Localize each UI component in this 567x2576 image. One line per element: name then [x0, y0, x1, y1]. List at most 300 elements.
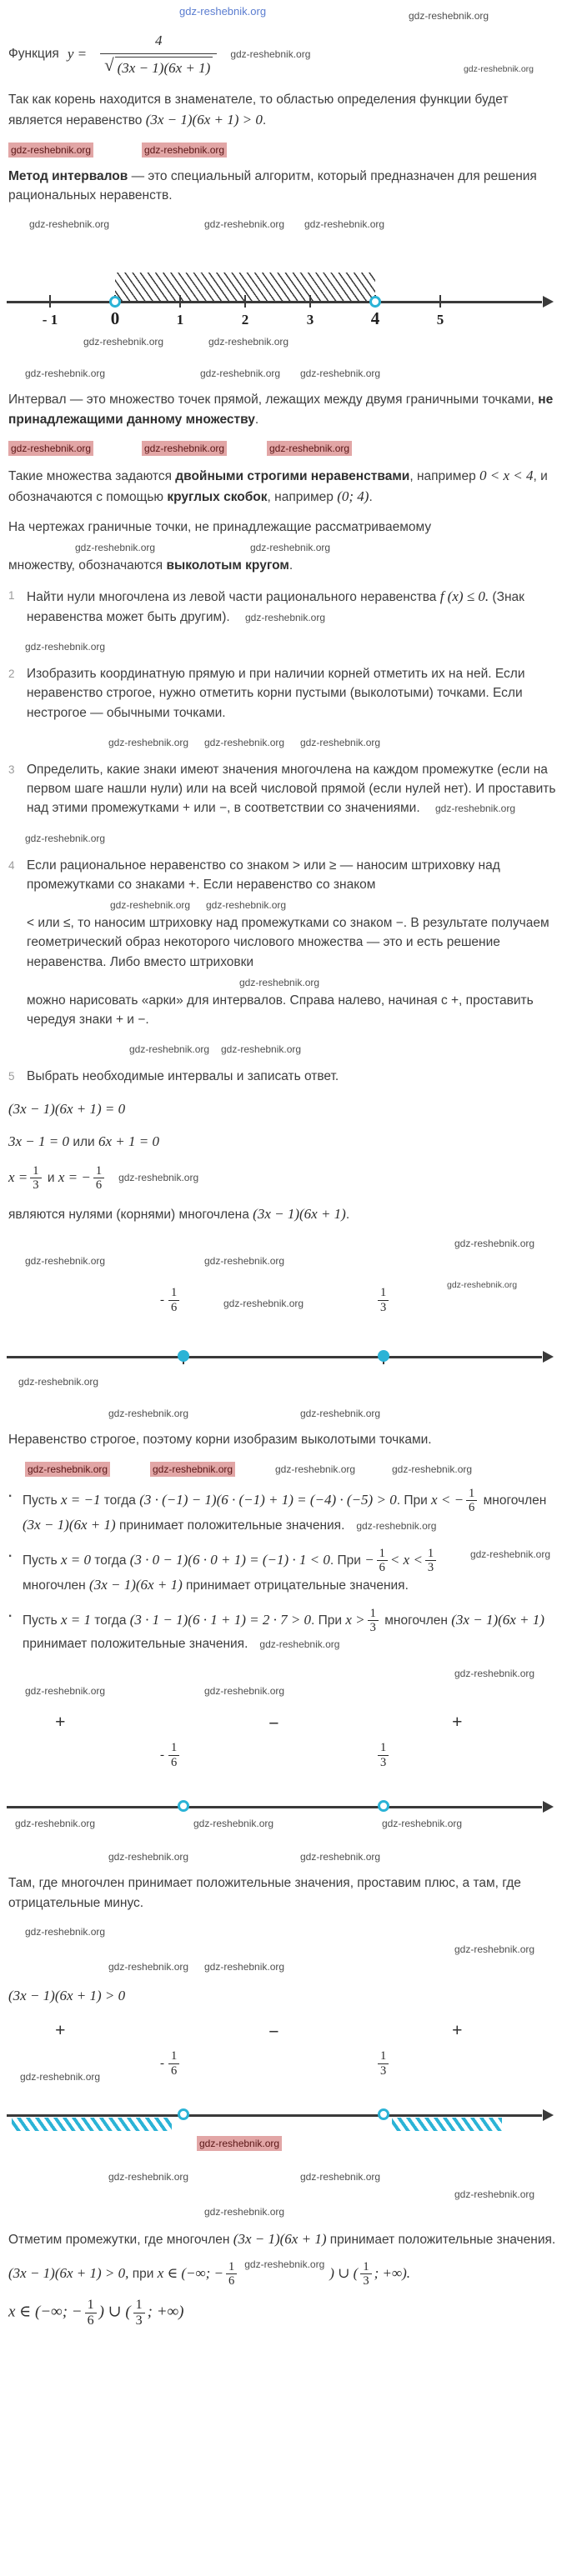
- tick-label: 0: [110, 308, 120, 329]
- step-text: [27, 1067, 559, 1086]
- tick: [309, 295, 311, 308]
- text-run: принимает положительные значения.: [23, 1637, 248, 1652]
- open-point-one-third: [378, 1800, 389, 1812]
- watermark-row: [0, 2, 567, 23]
- watermark: gdz-reshebnik.org: [447, 1280, 518, 1291]
- watermark: gdz-reshebnik.org: [244, 611, 326, 623]
- tick: [49, 295, 51, 308]
- watermark: gdz-reshebnik.org: [25, 1925, 106, 1938]
- text-run: — это специальный алгоритм, который предназначен для решения рациональных неравенств.: [8, 168, 537, 203]
- inequality-line: [8, 1985, 559, 2007]
- site-watermark-link[interactable]: gdz-reshebnik.org: [179, 5, 267, 18]
- watermark: gdz-reshebnik.org: [392, 1463, 473, 1475]
- watermark: gdz-reshebnik.org: [208, 336, 289, 348]
- watermark: gdz-reshebnik.org: [275, 1463, 356, 1475]
- bullet-text: [23, 1547, 559, 1596]
- text-run: при: [128, 2266, 158, 2281]
- open-point-neg-one-sixth: [178, 1800, 189, 1812]
- watermark: gdz-reshebnik.org: [75, 542, 156, 553]
- fraction-denominator: 3: [135, 2313, 143, 2328]
- tick: [244, 295, 246, 308]
- point-label-neg-one-sixth: [160, 1286, 182, 1313]
- watermark: gdz-reshebnik.org: [25, 832, 106, 844]
- step-2: [8, 664, 559, 723]
- number-line-2: [0, 1279, 567, 1393]
- watermark: gdz-reshebnik.org: [454, 1943, 535, 1955]
- watermark-row: [27, 896, 559, 912]
- math-run: ) ∪ (: [329, 2264, 359, 2281]
- math-run: x ∈ (−∞; −: [157, 2264, 223, 2281]
- text-run: .: [254, 412, 259, 427]
- watermark-row: [0, 1404, 567, 1420]
- number-line-1: [0, 243, 567, 353]
- fraction-denominator: 6: [469, 1500, 475, 1514]
- interval-sign-plus: +: [55, 2019, 66, 2041]
- axis-arrow-icon: [543, 296, 554, 308]
- axis-arrow-icon: [543, 1801, 554, 1813]
- text-run: тогда: [100, 1493, 140, 1508]
- paragraph-final-note: [8, 2228, 559, 2250]
- watermark: gdz-reshebnik.org: [25, 1255, 106, 1268]
- answer-line: [8, 2260, 559, 2288]
- paragraph-punctured-line2: [8, 556, 559, 575]
- fraction-one-third: [30, 1164, 41, 1192]
- watermark: gdz-reshebnik.org: [409, 10, 489, 22]
- watermark: gdz-reshebnik.org: [118, 1172, 199, 1184]
- point-label-neg-one-sixth: [160, 2049, 182, 2077]
- interval-sign-minus: −: [268, 1713, 279, 1734]
- fraction-denominator: 6: [95, 1178, 103, 1192]
- paragraph-method: [8, 167, 559, 206]
- watermark: gdz-reshebnik.org: [15, 1818, 96, 1830]
- text-run: многочлен: [380, 1613, 452, 1628]
- function-fraction: [100, 30, 217, 78]
- watermark-row: [0, 439, 567, 455]
- fraction-one-sixth: [168, 2049, 179, 2077]
- watermark-row: [0, 1234, 567, 1250]
- fraction-one-third: [360, 2260, 371, 2288]
- math-run: ; +∞): [147, 2303, 184, 2321]
- open-point-4: [369, 296, 381, 308]
- text-run: На чертежах граничные точки, не принадлежащие рассматриваемому: [8, 519, 432, 534]
- step-number: 1: [8, 589, 15, 603]
- watermark: gdz-reshebnik.org: [244, 2258, 325, 2270]
- math-run: x =: [8, 1168, 28, 1185]
- paragraph-plus-minus: [8, 1873, 559, 1913]
- watermark-row: [0, 1923, 567, 1938]
- watermark-row: [0, 1252, 567, 1268]
- axis: [7, 1806, 542, 1808]
- test-point-1: [8, 1487, 559, 1536]
- solution-hatch-left: [12, 2118, 172, 2131]
- bold-run: круглых скобок: [167, 490, 268, 505]
- step-number: 4: [8, 858, 15, 872]
- math-run: (3x − 1)(6x + 1): [253, 1205, 346, 1222]
- math-run: (3x − 1)(6x + 1) = 0: [8, 1100, 126, 1117]
- watermark-row: [0, 1958, 567, 1973]
- text-run: Такие множества задаются: [8, 468, 176, 483]
- bold-run: выколотым кругом: [166, 558, 289, 573]
- step-text: [27, 664, 559, 723]
- text-run: Изобразить координатную прямую и при наличии корней отметить их на ней. Если неравенство строгое, нужно отметить корни пустыми (выколотыми) точками. Если нестрогое — обычными точками.: [27, 667, 525, 720]
- text-run: Если рациональное неравенство со знаком > или ≥ — наносим штриховку над промежутками со знаками +. Если неравенство со знаком: [27, 858, 500, 892]
- watermark: gdz-reshebnik.org: [29, 218, 110, 231]
- text-run: . При: [329, 1553, 365, 1568]
- function-definition: [8, 30, 559, 78]
- watermark: gdz-reshebnik.org: [108, 1408, 189, 1420]
- fraction-denominator: 3: [380, 2063, 387, 2078]
- fraction-numerator: 1: [133, 2298, 145, 2313]
- text-run: . При: [396, 1493, 432, 1508]
- math-run: f (x) ≤ 0.: [439, 588, 489, 605]
- watermark-row: [0, 638, 567, 653]
- watermark-row: [27, 973, 559, 989]
- point-label-one-third: [375, 1741, 391, 1768]
- watermark-row: [0, 1940, 567, 1956]
- watermark: gdz-reshebnik.org: [454, 2188, 535, 2201]
- text-run: или: [73, 1135, 95, 1149]
- math-run: (3x − 1)(6x + 1): [233, 2231, 327, 2248]
- interval-sign-plus: +: [55, 1711, 66, 1733]
- text-run: Так как корень находится в знаменателе, то областью определения функции будет является неравенство: [8, 93, 509, 128]
- text-run: Определить, какие знаки имеют значения многочлена на каждом промежутке (если на первом шаге нашли нули) или на всей числовой прямой (если нулей нет). И проставить над этими промежутками + или −, в соответствии со значениями.: [27, 762, 556, 816]
- watermark-row: [0, 538, 567, 554]
- watermark: gdz-reshebnik.org: [304, 218, 385, 231]
- watermark: gdz-reshebnik.org: [300, 1851, 381, 1863]
- point-label-one-third: [375, 1286, 391, 1313]
- math-run: (0; 4): [337, 488, 369, 505]
- text-run: тогда: [90, 1613, 130, 1628]
- math-run: 0 < x < 4: [479, 467, 534, 483]
- watermark-row: [0, 829, 567, 845]
- text-run: Выбрать необходимые интервалы и записать ответ.: [27, 1069, 339, 1084]
- text-run: многочлен: [479, 1493, 547, 1508]
- watermark: gdz-reshebnik.org: [454, 1668, 535, 1680]
- math-run: x = 1: [60, 1611, 91, 1628]
- watermark: gdz-reshebnik.org: [129, 1043, 210, 1056]
- watermark: gdz-reshebnik.org: [267, 441, 352, 456]
- text-run: принимает отрицательные значения.: [182, 1578, 409, 1593]
- solution-hatch-right: [392, 2118, 502, 2131]
- math-run: 6x + 1 = 0: [98, 1133, 159, 1149]
- math-run: x = −: [58, 1168, 91, 1185]
- fraction-numerator: 1: [168, 1741, 179, 1755]
- fraction-numerator: 1: [425, 1547, 436, 1561]
- watermark-row: [0, 141, 567, 157]
- step-number: 5: [8, 1070, 15, 1083]
- number-line-3: [0, 1709, 567, 1836]
- bullet-icon: ·: [8, 1548, 13, 1563]
- filled-point-neg-one-sixth: [178, 1350, 189, 1362]
- text-run: Пусть: [23, 1553, 61, 1568]
- interval-sign-plus: +: [452, 1711, 463, 1733]
- text-run: , например: [409, 468, 479, 483]
- math-run: x = 0: [60, 1551, 91, 1568]
- watermark: gdz-reshebnik.org: [204, 2206, 285, 2218]
- watermark: gdz-reshebnik.org: [25, 1685, 106, 1698]
- text-run: Пусть: [23, 1493, 61, 1508]
- fraction-one-third: [425, 1547, 436, 1574]
- number-line-4: [0, 2018, 567, 2156]
- math-run: (3x − 1)(6x + 1): [451, 1611, 544, 1628]
- fraction-denominator: 3: [369, 1620, 376, 1634]
- tick: [439, 295, 441, 308]
- fraction-denominator: 6: [171, 1755, 178, 1769]
- tick-label: 4: [370, 308, 380, 329]
- watermark: gdz-reshebnik.org: [108, 2171, 189, 2183]
- bold-run: не принадлежащими данному множеству: [8, 393, 554, 427]
- math-run: (3 · 0 − 1)(6 · 0 + 1) = (−1) · 1 < 0: [129, 1551, 330, 1568]
- watermark: gdz-reshebnik.org: [300, 736, 381, 748]
- watermark: gdz-reshebnik.org: [25, 368, 106, 380]
- text-run: Найти нули многочлена из левой части рационального неравенства: [27, 590, 437, 605]
- fraction-one-sixth: [226, 2260, 237, 2288]
- watermark: gdz-reshebnik.org: [454, 1238, 535, 1250]
- fraction-numerator: 1: [378, 1741, 389, 1755]
- radicand: (3x − 1)(6x + 1): [115, 57, 213, 79]
- paragraph-domain: [8, 90, 559, 131]
- fraction-numerator: 1: [378, 1286, 389, 1300]
- tick-label: 3: [306, 312, 314, 328]
- fraction-one-sixth: [85, 2298, 97, 2328]
- fraction-denominator: 3: [427, 1560, 434, 1574]
- equation-root-values: [8, 1164, 559, 1192]
- fraction-one-third: [133, 2298, 145, 2328]
- watermark: gdz-reshebnik.org: [193, 1818, 274, 1830]
- watermark-row: [0, 2203, 567, 2218]
- watermark: gdz-reshebnik.org: [150, 1462, 235, 1477]
- point-label-neg-one-sixth: [160, 1741, 182, 1768]
- watermark-row: [0, 1460, 567, 1476]
- test-point-3: [8, 1607, 559, 1654]
- fraction-denominator: 6: [171, 2063, 178, 2078]
- watermark: gdz-reshebnik.org: [382, 1818, 463, 1830]
- axis-arrow-icon: [543, 2109, 554, 2121]
- watermark-row: [0, 2185, 567, 2201]
- watermark: gdz-reshebnik.org: [20, 2071, 101, 2083]
- step-text: [27, 856, 559, 1030]
- text-run: .: [345, 1207, 350, 1222]
- math-run: x < −: [431, 1491, 464, 1508]
- fraction-one-sixth: [168, 1741, 179, 1768]
- paragraph-strict: [8, 1430, 559, 1449]
- math-run: (3x − 1)(6x + 1) > 0: [145, 112, 263, 128]
- text-run: Там, где многочлен принимает положительные значения, проставим плюс, а там, где отрицательные минус.: [8, 1876, 521, 1910]
- fraction-one-third: [378, 2049, 389, 2077]
- math-run: (3x − 1)(6x + 1): [89, 1577, 183, 1593]
- math-run: (3 · 1 − 1)(6 · 1 + 1) = 2 · 7 > 0: [129, 1611, 312, 1628]
- watermark: gdz-reshebnik.org: [83, 336, 164, 348]
- text-run: .: [262, 113, 267, 128]
- tick-label: 5: [436, 312, 444, 328]
- watermark: gdz-reshebnik.org: [300, 2171, 381, 2183]
- text-run: , и обозначаются с помощью: [8, 468, 548, 505]
- fraction-denominator: 6: [379, 1560, 385, 1574]
- text-run: Неравенство строгое, поэтому корни изобразим выколотыми точками.: [8, 1433, 432, 1448]
- fraction-numerator: 1: [30, 1164, 41, 1178]
- fraction-one-third: [368, 1607, 379, 1634]
- bold-run: двойными строгими неравенствами: [175, 468, 410, 483]
- watermark: gdz-reshebnik.org: [469, 1548, 550, 1560]
- watermark: gdz-reshebnik.org: [110, 899, 191, 911]
- fraction-numerator: 1: [226, 2260, 237, 2274]
- paragraph-roots-note: [8, 1203, 559, 1225]
- fraction-numerator: 1: [168, 2049, 179, 2063]
- math-run: (3x − 1)(6x + 1) > 0: [8, 1987, 126, 2003]
- math-run: < x <: [389, 1551, 423, 1568]
- text-run: принимает положительные значения.: [115, 1518, 345, 1533]
- paragraph-interval: [8, 390, 559, 429]
- sqrt-icon: √: [104, 54, 114, 75]
- watermark: gdz-reshebnik.org: [204, 1255, 285, 1268]
- watermark: gdz-reshebnik.org: [25, 641, 106, 653]
- text-run: и: [47, 1170, 55, 1185]
- watermark-row: [0, 1848, 567, 1863]
- watermark: gdz-reshebnik.org: [463, 64, 534, 75]
- math-run: x = −1: [60, 1491, 101, 1508]
- interval-sign-plus: +: [452, 2019, 463, 2041]
- function-label: Функция: [8, 47, 59, 62]
- open-point-neg-one-sixth: [178, 2108, 189, 2120]
- step-text: [27, 760, 559, 818]
- step-5: [8, 1067, 559, 1086]
- text-run: .: [369, 490, 373, 505]
- fraction-one-sixth: [93, 1164, 104, 1192]
- watermark: gdz-reshebnik.org: [223, 1298, 304, 1310]
- math-run: ; +∞).: [374, 2264, 411, 2281]
- text-run: являются нулями (корнями) многочлена: [8, 1207, 253, 1222]
- text-run: Пусть: [23, 1613, 61, 1628]
- fraction-numerator: 1: [93, 1164, 104, 1178]
- math-run: ) ∪ (: [98, 2303, 131, 2321]
- bold-run: Метод интервалов: [8, 168, 128, 183]
- math-run: 3x − 1 = 0: [8, 1133, 69, 1149]
- interval-sign-minus: −: [268, 2021, 279, 2043]
- fraction-denominator: 6: [228, 2274, 235, 2288]
- text-run: тогда: [90, 1553, 130, 1568]
- tick-label: - 1: [42, 312, 58, 328]
- watermark: gdz-reshebnik.org: [221, 1043, 302, 1056]
- fraction-one-sixth: [466, 1487, 477, 1514]
- watermark: gdz-reshebnik.org: [250, 542, 331, 553]
- watermark-row: [0, 2168, 567, 2183]
- fraction-denominator: 3: [33, 1178, 39, 1192]
- watermark: gdz-reshebnik.org: [200, 368, 281, 380]
- watermark: gdz-reshebnik.org: [206, 899, 287, 911]
- watermark-row: [0, 215, 567, 231]
- fraction-one-sixth: [168, 1286, 179, 1313]
- step-4: [8, 856, 559, 1030]
- watermark: gdz-reshebnik.org: [18, 1376, 99, 1388]
- test-point-2: [8, 1547, 559, 1596]
- watermark: gdz-reshebnik.org: [204, 1960, 285, 1973]
- tick-label: 1: [176, 312, 184, 328]
- text-run: Интервал — это множество точек прямой, лежащих между двумя граничными точками,: [8, 393, 539, 408]
- text-run: множеству, обозначаются: [8, 558, 167, 573]
- math-run: x >: [345, 1611, 365, 1628]
- watermark: gdz-reshebnik.org: [204, 1685, 285, 1698]
- step-number: 2: [8, 668, 15, 680]
- watermark: gdz-reshebnik.org: [108, 1960, 189, 1973]
- tick: [179, 295, 181, 308]
- fraction-one-third: [378, 1741, 389, 1768]
- text-run: , например: [267, 490, 338, 505]
- final-answer: [8, 2298, 559, 2328]
- watermark: gdz-reshebnik.org: [204, 218, 285, 231]
- fraction-numerator: 1: [168, 1286, 179, 1300]
- step-3: [8, 760, 559, 818]
- watermark: gdz-reshebnik.org: [108, 1851, 189, 1863]
- step-text: [27, 586, 559, 627]
- watermark: gdz-reshebnik.org: [108, 736, 189, 748]
- open-point-one-third: [378, 2108, 389, 2120]
- bullet-icon: ·: [8, 1608, 13, 1623]
- fraction-one-sixth: [377, 1547, 388, 1574]
- axis-arrow-icon: [543, 1351, 554, 1363]
- fraction-numerator: 4: [154, 33, 163, 48]
- tick-label: 2: [241, 312, 249, 328]
- math-run: x ∈ (−∞; −: [8, 2303, 83, 2321]
- axis: [7, 1356, 542, 1358]
- fraction-numerator: 1: [377, 1547, 388, 1561]
- point-label-one-third: [375, 2049, 391, 2077]
- watermark: gdz-reshebnik.org: [142, 143, 227, 158]
- fraction-numerator: 1: [368, 1607, 379, 1621]
- watermark: gdz-reshebnik.org: [239, 976, 320, 988]
- watermark: gdz-reshebnik.org: [204, 736, 285, 748]
- fraction-one-third: [378, 1286, 389, 1313]
- watermark: gdz-reshebnik.org: [300, 368, 381, 380]
- watermark: gdz-reshebnik.org: [8, 441, 93, 456]
- bullet-icon: ·: [8, 1488, 13, 1503]
- watermark: gdz-reshebnik.org: [142, 441, 227, 456]
- text-run: (Знак неравенства может быть другим).: [27, 590, 524, 624]
- fraction-denominator: 3: [363, 2274, 369, 2288]
- text-run: многочлен: [23, 1578, 90, 1593]
- watermark: gdz-reshebnik.org: [300, 1408, 381, 1420]
- text-run: . При: [311, 1613, 346, 1628]
- fraction-numerator: 1: [360, 2260, 371, 2274]
- watermark-row: [0, 1664, 567, 1680]
- equation-zero-product: [8, 1098, 559, 1120]
- fraction-numerator: 1: [378, 2049, 389, 2063]
- axis: [7, 2114, 542, 2117]
- watermark: gdz-reshebnik.org: [230, 48, 311, 60]
- math-run: (3x − 1)(6x + 1): [23, 1517, 116, 1533]
- text-run: < или ≤, то наносим штриховку над промежутками со знаком −. В результате получаем геометрический образ некоторого числового множества — это и есть решение неравенства. Либо вместо штриховки: [27, 916, 549, 969]
- minus-sign: -: [160, 2056, 164, 2070]
- watermark: gdz-reshebnik.org: [356, 1520, 437, 1533]
- watermark: gdz-reshebnik.org: [434, 803, 516, 815]
- watermark: gdz-reshebnik.org: [8, 143, 93, 158]
- watermark-row: [0, 1682, 567, 1698]
- paragraph-sets: [8, 465, 559, 508]
- watermark: gdz-reshebnik.org: [25, 1462, 110, 1477]
- fraction-denominator: 3: [380, 1755, 387, 1769]
- filled-point-one-third: [378, 1350, 389, 1362]
- step-1: [8, 586, 559, 627]
- bullet-text: [23, 1607, 559, 1654]
- equation-roots: [8, 1131, 559, 1153]
- watermark: gdz-reshebnik.org: [259, 1638, 340, 1651]
- text-run: можно нарисовать «арки» для интервалов. Справа налево, начиная с +, проставить чередуя знаки + и −.: [27, 993, 534, 1027]
- fraction-numerator: 1: [85, 2298, 97, 2313]
- paragraph-punctured-line1: [8, 518, 559, 537]
- axis: [7, 301, 542, 303]
- watermark-row: [0, 1040, 567, 1056]
- step-number: 3: [8, 763, 15, 776]
- fraction-denominator: [100, 53, 217, 79]
